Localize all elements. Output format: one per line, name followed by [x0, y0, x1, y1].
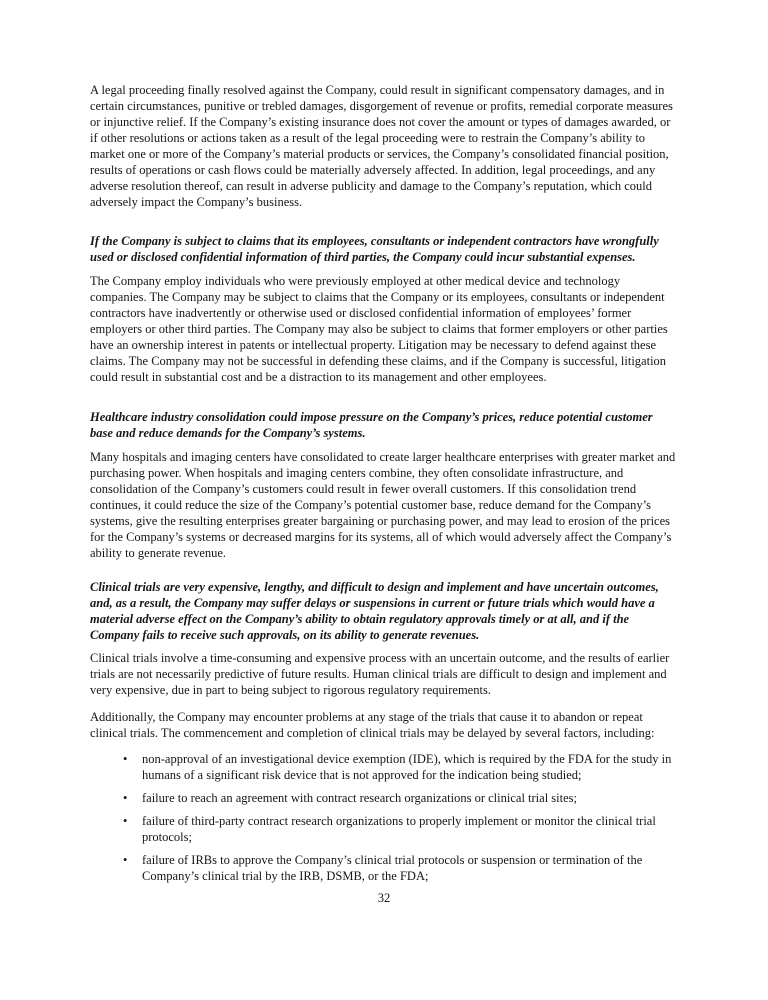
- list-item-ide-non-approval: • non-approval of an investigational device exemption (IDE), which is required by the FDA for the study in humans of a significant risk device that is not approved for the indication being studied;: [90, 751, 678, 783]
- paragraph-trial-delay-intro: Additionally, the Company may encounter problems at any stage of the trials that cause it to abandon or repeat clinical trials. The commencement and completion of clinical trials may be delayed by several factors, including:: [90, 710, 655, 740]
- heading-healthcare-industry-consolidation: Healthcare industry consolidation could impose pressure on the Company’s prices, reduce potential customer base and reduce demands for the Company’s systems.: [90, 410, 653, 440]
- list-item-irb-approval-failure: • failure of IRBs to approve the Company’s clinical trial protocols or suspension or termination of the Company’s clinical trial by the IRB, DSMB, or the FDA;: [90, 852, 678, 884]
- paragraph-employee-confidentiality-claims: The Company employ individuals who were previously employed at other medical device and technology companies. The Company may be subject to claims that the Company or its employees, consultants or independent contractors have inadvertently or otherwise used or disclosed confidential information of employees’ former employers or other third parties. The Company may also be subject to claims that former employers or other parties have an ownership interest in patents or intellectual property. Litigation may be necessary to defend against these claims. The Company may not be successful in defending these claims, and if the Company is successful, litigation could result in substantial cost and be a distraction to its management and other employees.: [90, 274, 668, 384]
- list-item-cro-implementation-failure: • failure of third-party contract research organizations to properly implement or monitor the clinical trial protocols;: [90, 813, 678, 845]
- list-item-cro-agreement-failure: • failure to reach an agreement with contract research organizations or clinical trial sites;: [90, 790, 678, 806]
- heading-confidential-information-claims: If the Company is subject to claims that its employees, consultants or independent contractors have wrongfully used or disclosed confidential information of third parties, the Company could incur substantial expenses.: [90, 234, 659, 264]
- heading-clinical-trials-risk: Clinical trials are very expensive, lengthy, and difficult to design and implement and have uncertain outcomes, and, as a result, the Company may suffer delays or suspensions in current or future trials which would have a material adverse effect on the Company’s ability to obtain regulatory approvals timely or at all, and if the Company fails to receive such approvals, on its ability to generate revenues.: [90, 580, 659, 642]
- trial-delay-factors-list: [90, 751, 678, 884]
- page-number: 32: [377, 891, 391, 905]
- paragraph-clinical-trials-process: Clinical trials involve a time-consuming and expensive process with an uncertain outcome, and the results of earlier trials are not necessarily predictive of future results. Human clinical trials are difficult to design and implement and very expensive, due in part to being subject to rigorous regulatory requirements.: [90, 651, 670, 697]
- paragraph-hospital-consolidation-effects: Many hospitals and imaging centers have consolidated to create larger healthcare enterprises with greater market and purchasing power. When hospitals and imaging centers combine, they often consolidate infrastructure, and consolidation of the Company’s customers could result in fewer overall customers. If this consolidation trend continues, it could reduce the size of the Company’s potential customer base, reduce demand for the Company’s systems, give the resulting enterprises greater bargaining or purchasing power, and may lead to erosion of the prices for the Company’s systems or decreased margins for its systems, all of which would adversely affect the Company’s ability to generate revenue.: [90, 450, 676, 560]
- paragraph-legal-proceeding-outcomes: A legal proceeding finally resolved against the Company, could result in significant compensatory damages, and in certain circumstances, punitive or trebled damages, disgorgement of revenue or profits, remedial corporate measures or injunctive relief. If the Company’s existing insurance does not cover the amount or types of damages awarded, or if other resolutions or actions taken as a result of the legal proceeding were to restrain the Company’s ability to market one or more of the Company’s material products or services, the Company’s consolidated financial position, results of operations or cash flows could be materially adversely affected. In addition, legal proceedings, and any adverse resolution thereof, can result in adverse publicity and damage to the Company’s reputation, which could adversely impact the Company’s business.: [90, 83, 673, 209]
